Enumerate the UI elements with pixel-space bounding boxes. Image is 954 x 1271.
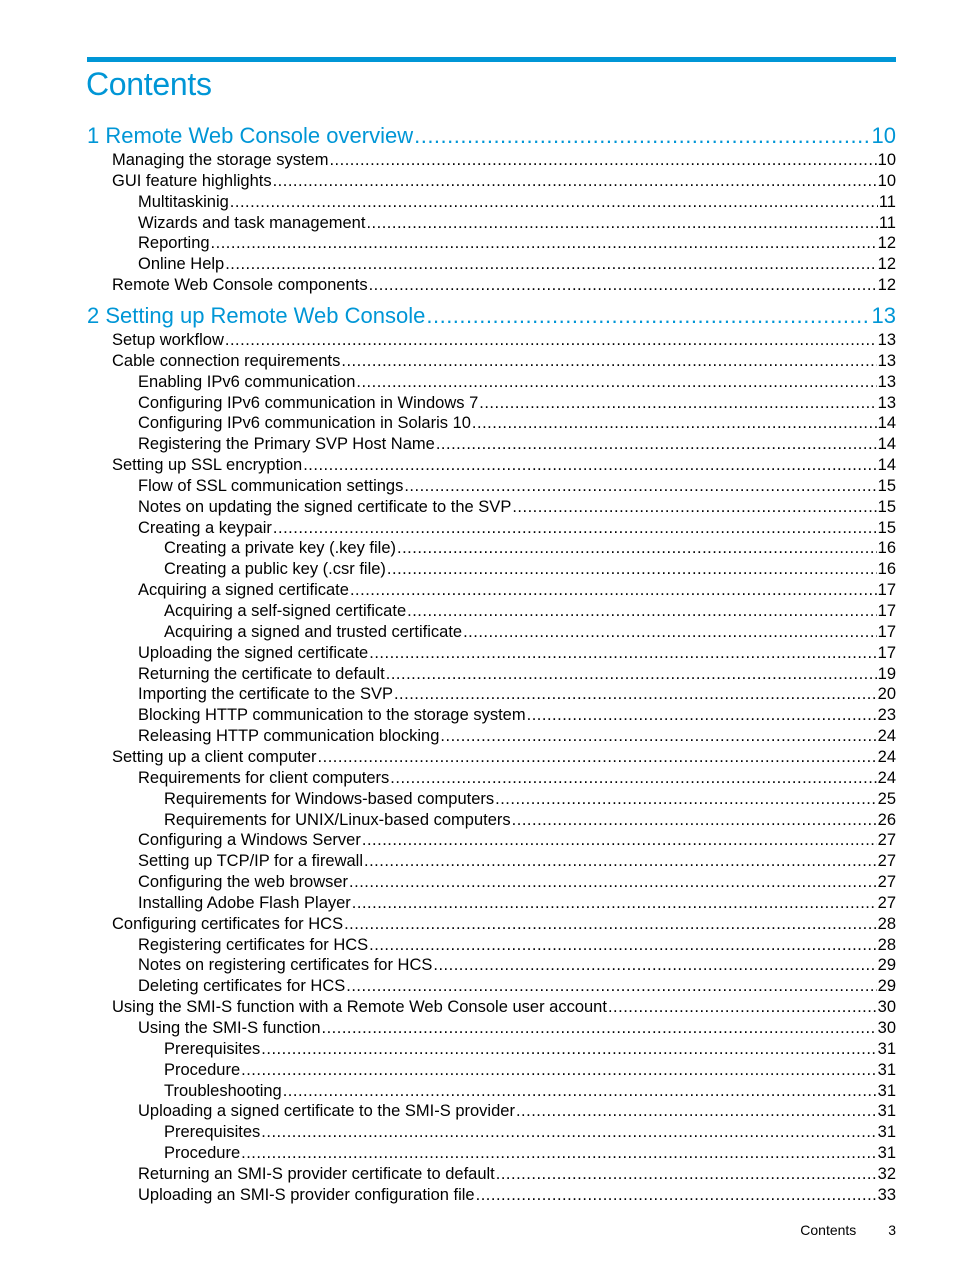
toc-entry-title: Reporting — [138, 234, 210, 253]
toc-entry[interactable] — [112, 330, 896, 351]
toc-entry-page: 17 — [877, 581, 896, 600]
dot-leader — [608, 997, 877, 1018]
toc-entry-page: 24 — [877, 768, 896, 787]
toc-entry[interactable] — [112, 997, 896, 1018]
toc-entry-title: GUI feature highlights — [112, 171, 272, 190]
dot-leader — [397, 538, 877, 559]
toc-entry-page: 30 — [877, 998, 896, 1017]
toc-entry[interactable] — [138, 726, 896, 747]
toc-entry-page: 13 — [877, 330, 896, 349]
toc-entry-title: Returning an SMI-S provider certificate to default — [138, 1164, 495, 1183]
toc-entry[interactable] — [138, 893, 896, 914]
toc-entry-page: 28 — [877, 935, 896, 954]
dot-leader — [433, 955, 876, 976]
toc-entry[interactable] — [138, 476, 896, 497]
dot-leader — [356, 372, 876, 393]
page-footer — [800, 1222, 896, 1238]
toc-entry[interactable] — [138, 1164, 896, 1185]
toc-entry-page: 20 — [877, 685, 896, 704]
toc-entry[interactable] — [164, 1039, 896, 1060]
toc-entry-page: 31 — [877, 1123, 896, 1142]
toc-entry[interactable] — [138, 830, 896, 851]
toc-entry-title: Managing the storage system — [112, 151, 329, 169]
toc-entry[interactable] — [164, 1060, 896, 1081]
toc-entry-title: Installing Adobe Flash Player — [138, 893, 351, 912]
toc-entry[interactable] — [164, 810, 896, 831]
toc-entry-title: Configuring certificates for HCS — [112, 914, 344, 933]
toc-entry-title: Configuring IPv6 communication in Solaris 10 — [138, 414, 471, 433]
toc-entry-page: 19 — [877, 664, 896, 683]
dot-leader — [414, 122, 870, 150]
dot-leader — [472, 413, 877, 434]
dot-leader — [407, 601, 877, 622]
toc-entry-page: 23 — [877, 706, 896, 725]
toc-entry[interactable] — [138, 935, 896, 956]
toc-entry-page: 15 — [877, 518, 896, 537]
toc-entry-page: 16 — [877, 560, 896, 579]
dot-leader — [516, 1101, 877, 1122]
toc-entry-page: 29 — [877, 956, 896, 975]
toc-entry-page: 33 — [877, 1185, 896, 1204]
toc-entry-title: Importing the certificate to the SVP — [138, 685, 393, 704]
toc-entry-title: Prerequisites — [164, 1123, 261, 1142]
dot-leader — [440, 726, 876, 747]
toc-entry[interactable] — [164, 1122, 896, 1143]
toc-entry-title: Wizards and task management — [138, 213, 366, 232]
toc-entry[interactable] — [138, 497, 896, 518]
toc-entry[interactable] — [164, 1143, 896, 1164]
dot-leader — [341, 351, 876, 372]
toc-entry-page: 15 — [877, 476, 896, 495]
dot-leader — [476, 1185, 877, 1206]
header-rule — [87, 57, 896, 62]
dot-leader — [479, 393, 876, 414]
dot-leader — [364, 851, 877, 872]
dot-leader — [394, 684, 877, 705]
dot-leader — [350, 580, 877, 601]
dot-leader — [261, 1122, 876, 1143]
toc-entry-title: Setting up SSL encryption — [112, 456, 303, 475]
toc-entry-page: 15 — [877, 497, 896, 516]
toc-entry-page: 14 — [877, 414, 896, 433]
toc-entry-page: 29 — [877, 977, 896, 996]
toc-entry[interactable] — [112, 275, 896, 296]
dot-leader — [273, 518, 877, 539]
toc-entry-title: Registering the Primary SVP Host Name — [138, 435, 435, 454]
toc-entry-title: Setting up a client computer — [112, 747, 317, 766]
toc-entry[interactable] — [164, 601, 896, 622]
toc-entry[interactable] — [164, 538, 896, 559]
toc-entry-page: 13 — [877, 393, 896, 412]
toc-entry-title: Configuring a Windows Server — [138, 831, 361, 850]
toc-entry-title: Creating a keypair — [138, 518, 272, 537]
toc-entry[interactable] — [138, 233, 896, 254]
dot-leader — [369, 935, 876, 956]
toc-entry-title: Requirements for UNIX/Linux-based computers — [164, 810, 511, 829]
toc-entry-title: Creating a public key (.csr file) — [164, 560, 386, 579]
dot-leader — [230, 192, 878, 213]
toc-entry-page: 10 — [877, 171, 896, 190]
toc-entry-page: 14 — [877, 435, 896, 454]
toc-entry[interactable] — [138, 213, 896, 234]
toc-entry-page: 17 — [877, 643, 896, 662]
dot-leader — [390, 768, 876, 789]
toc-chapter-entry[interactable] — [87, 302, 896, 330]
toc-entry-title: Using the SMI-S function with a Remote Web Console user account — [112, 998, 607, 1017]
dot-leader — [404, 476, 876, 497]
dot-leader — [369, 643, 876, 664]
toc-entry[interactable] — [112, 914, 896, 935]
toc-entry-page: 12 — [877, 276, 896, 295]
toc-entry-title: Uploading an SMI-S provider configuration file — [138, 1185, 475, 1204]
toc-entry-title: Enabling IPv6 communication — [138, 372, 356, 391]
dot-leader — [512, 810, 877, 831]
toc-entry-page: 28 — [877, 914, 896, 933]
dot-leader — [387, 559, 877, 580]
toc-entry-title: Setting up TCP/IP for a firewall — [138, 852, 363, 871]
toc-entry-page: 31 — [877, 1039, 896, 1058]
toc-entry-title: Flow of SSL communication settings — [138, 476, 404, 495]
toc-entry-title: Requirements for client computers — [138, 768, 390, 787]
toc-entry-title: Creating a private key (.key file) — [164, 539, 397, 558]
dot-leader — [349, 872, 877, 893]
toc-entry-title: Acquiring a signed and trusted certificate — [164, 622, 463, 641]
toc-entry[interactable] — [138, 254, 896, 275]
toc-entry-title: Prerequisites — [164, 1039, 261, 1058]
toc-entry-page: 10 — [871, 123, 896, 148]
toc-entry-title: Blocking HTTP communication to the storage system — [138, 706, 526, 725]
toc-chapter-entry[interactable] — [87, 122, 896, 150]
dot-leader — [273, 171, 877, 192]
toc-entry[interactable] — [112, 171, 896, 192]
toc-entry[interactable] — [112, 747, 896, 768]
toc-entry-page: 27 — [877, 831, 896, 850]
toc-entry[interactable] — [138, 872, 896, 893]
toc-entry[interactable] — [164, 559, 896, 580]
toc-entry[interactable] — [138, 684, 896, 705]
dot-leader — [352, 893, 877, 914]
page-title: Contents — [86, 66, 212, 102]
toc-entry-page: 11 — [878, 192, 896, 211]
toc-entry[interactable] — [138, 434, 896, 455]
toc-entry-title: Procedure — [164, 1144, 241, 1163]
toc-entry-page: 17 — [877, 602, 896, 620]
dot-leader — [211, 233, 877, 254]
toc-entry-title: Configuring the web browser — [138, 873, 349, 892]
toc-entry-title: Uploading a signed certificate to the SMI-S provider — [138, 1102, 515, 1121]
toc-entry[interactable] — [164, 622, 896, 643]
footer-page-number: 3 — [888, 1222, 896, 1238]
toc-entry-page: 31 — [877, 1081, 896, 1100]
toc-entry-title: Remote Web Console components — [112, 276, 368, 295]
dot-leader — [241, 1143, 877, 1164]
toc-entry-title: Deleting certificates for HCS — [138, 977, 346, 996]
toc-entry-title: Multitaskinig — [138, 192, 229, 211]
toc-entry[interactable] — [138, 851, 896, 872]
toc-entry-title: Requirements for Windows-based computers — [164, 789, 495, 808]
toc-entry-page: 26 — [877, 810, 896, 829]
dot-leader — [362, 830, 877, 851]
toc-entry-title: Cable connection requirements — [112, 351, 341, 370]
toc-entry[interactable] — [138, 955, 896, 976]
toc-entry-title: Setup workflow — [112, 330, 224, 349]
toc-entry[interactable] — [138, 372, 896, 393]
toc-entry-page: 12 — [877, 255, 896, 274]
toc-entry[interactable] — [138, 580, 896, 601]
dot-leader — [303, 455, 876, 476]
toc-entry[interactable] — [138, 664, 896, 685]
dot-leader — [512, 497, 876, 518]
dot-leader — [426, 302, 870, 330]
toc-entry[interactable] — [138, 518, 896, 539]
toc-entry-title: Releasing HTTP communication blocking — [138, 727, 440, 746]
toc-entry[interactable] — [138, 768, 896, 789]
dot-leader — [283, 1081, 877, 1102]
toc-entry[interactable] — [138, 705, 896, 726]
dot-leader — [322, 1018, 877, 1039]
toc-entry-page: 12 — [877, 234, 896, 253]
toc-entry-page: 13 — [877, 351, 896, 370]
toc-entry-page: 24 — [877, 727, 896, 746]
dot-leader — [527, 705, 877, 726]
dot-leader — [329, 150, 876, 171]
dot-leader — [241, 1060, 877, 1081]
toc-entry-title: Acquiring a self-signed certificate — [164, 602, 407, 620]
footer-label: Contents — [800, 1222, 857, 1238]
toc-entry-page: 11 — [878, 213, 896, 232]
toc-entry-page: 31 — [877, 1144, 896, 1163]
toc-entry-title: Notes on registering certificates for HCS — [138, 956, 433, 975]
toc-entry[interactable] — [112, 150, 896, 171]
toc-entry-page: 31 — [877, 1102, 896, 1121]
toc-entry-page: 27 — [877, 873, 896, 892]
dot-leader — [346, 976, 876, 997]
toc-entry-page: 17 — [877, 622, 896, 641]
toc-entry-title: Online Help — [138, 255, 225, 274]
toc-entry-page: 30 — [877, 1019, 896, 1037]
toc-entry-page: 31 — [877, 1060, 896, 1079]
toc-entry-title: 1 Remote Web Console overview — [87, 123, 414, 148]
toc-entry-page: 32 — [877, 1164, 896, 1183]
toc-entry[interactable] — [138, 1185, 896, 1206]
toc-entry[interactable] — [138, 393, 896, 414]
toc-entry[interactable] — [112, 351, 896, 372]
dot-leader — [344, 914, 877, 935]
toc-entry[interactable] — [138, 643, 896, 664]
toc-entry-title: Procedure — [164, 1060, 241, 1079]
dot-leader — [225, 330, 877, 351]
dot-leader — [496, 1164, 877, 1185]
toc-entry-page: 27 — [877, 893, 896, 912]
dot-leader — [369, 275, 877, 296]
toc-entry-title: Registering certificates for HCS — [138, 935, 369, 954]
toc-entry[interactable] — [138, 192, 896, 213]
toc-entry-title: Configuring IPv6 communication in Windows 7 — [138, 393, 479, 412]
toc-entry-title: Acquiring a signed certificate — [138, 581, 349, 600]
dot-leader — [225, 254, 876, 275]
toc-entry[interactable] — [164, 789, 896, 810]
toc-entry[interactable] — [138, 413, 896, 434]
toc-entry-page: 25 — [877, 789, 896, 808]
toc-entry-page: 16 — [877, 539, 896, 558]
toc-entry-page: 24 — [877, 747, 896, 766]
toc-entry-title: Uploading the signed certificate — [138, 643, 369, 662]
dot-leader — [386, 664, 877, 685]
toc-entry-title: 2 Setting up Remote Web Console — [87, 302, 426, 328]
toc-entry-title: Troubleshooting — [164, 1081, 282, 1100]
dot-leader — [366, 213, 877, 234]
toc-entry[interactable] — [164, 1081, 896, 1102]
toc-entry-title: Notes on updating the signed certificate to the SVP — [138, 497, 512, 516]
dot-leader — [261, 1039, 876, 1060]
toc-entry-page: 27 — [877, 852, 896, 871]
dot-leader — [463, 622, 877, 643]
toc-entry[interactable] — [138, 1018, 896, 1039]
dot-leader — [436, 434, 877, 455]
dot-leader — [318, 747, 877, 768]
toc-entry-page: 13 — [877, 372, 896, 391]
toc-entry[interactable] — [112, 455, 896, 476]
toc-entry-title: Returning the certificate to default — [138, 664, 385, 683]
toc-entry[interactable] — [138, 976, 896, 997]
toc-entry-title: Using the SMI-S function — [138, 1019, 321, 1037]
toc-entry-page: 10 — [877, 151, 896, 169]
toc-entry-page: 14 — [877, 456, 896, 475]
toc-entry-page: 13 — [871, 302, 896, 328]
dot-leader — [495, 789, 877, 810]
toc-entry[interactable] — [138, 1101, 896, 1122]
